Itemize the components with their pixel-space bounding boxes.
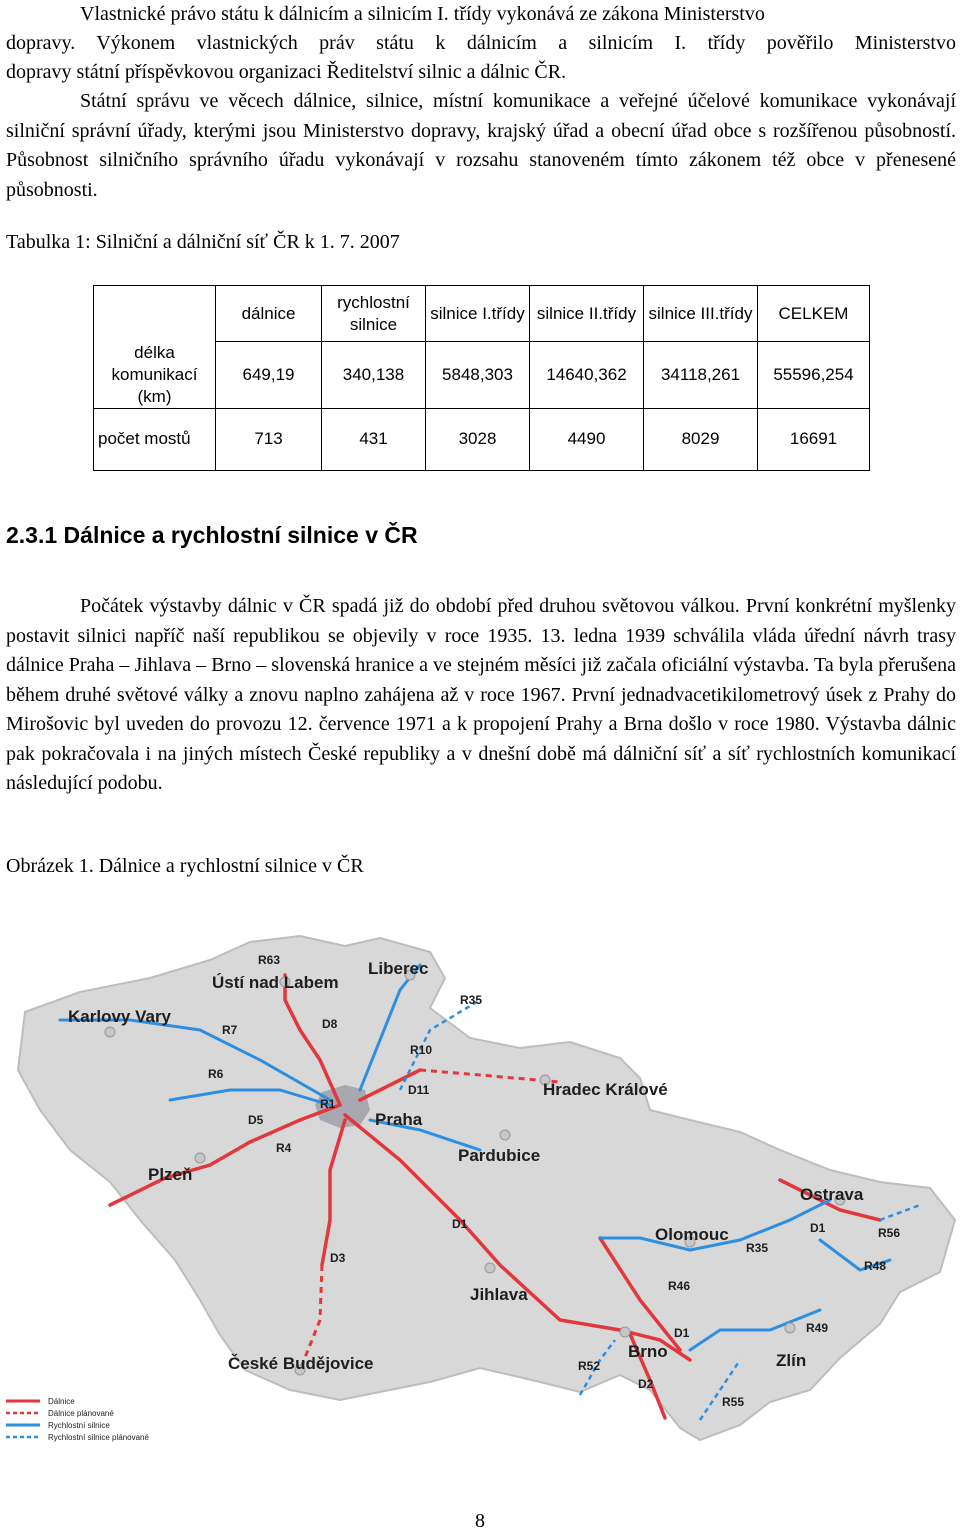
table-cell: 55596,254: [758, 342, 870, 409]
road-label: R49: [806, 1321, 829, 1335]
city-dot: [500, 1130, 510, 1140]
legend-label: Rychlostní silnice: [48, 1421, 110, 1430]
road-label: R35: [460, 993, 483, 1007]
city-label: Ostrava: [800, 1185, 864, 1204]
city-dot: [485, 1263, 495, 1273]
road-label: R10: [410, 1043, 433, 1057]
city-label: České Budějovice: [228, 1354, 374, 1373]
table-cell: 713: [216, 408, 322, 470]
road-network-table: [93, 285, 870, 471]
admin-paragraph-text: Státní správu ve věcech dálnice, silnice, místní komunikace a veřejné účelové komunikace vykonávají silniční správní úřady, kterými jsou Ministerstvo dopravy, krajský úřad a obecní úřad obce s rozšířenou působností. Působnost silničního správního úřadu vykonávají v rozsahu stanoveném tímto zákonem též obce v přenesené působnosti.: [6, 90, 956, 201]
history-paragraph-text: Počátek výstavby dálnic v ČR spadá již do období před druhou světovou válkou. První konkrétní myšlenky postavit silnici napříč naší republikou se objevily v roce 1935. 13. ledna 1939 schválila vláda úřední návrh trasy dálnice Praha – Jihlava – Brno – slovenská hranice a ve stejném měsíci již začala oficiální výstavba. Ta byla přerušena během druhé světové války a znovu naplno zahájena až v roce 1967. První jednadvacetikilometrový úsek z Prahy do Mirošovic byl uveden do provozu 12. července 1971 a k propojení Prahy a Brna došlo v roce 1980. Výstavba dálnic pak pokračovala i na jiných místech České republiky a v dnešní době má dálniční síť a síť rychlostních komunikací následující podobu.: [6, 595, 956, 794]
col-header: silnice III.třídy: [644, 286, 758, 342]
city-label: Karlovy Vary: [68, 1007, 172, 1026]
table-cell: 14640,362: [530, 342, 644, 409]
road-label: R52: [578, 1359, 601, 1373]
table-cell: 4490: [530, 408, 644, 470]
city-label: Olomouc: [655, 1225, 729, 1244]
city-label: Ústí nad Labem: [212, 973, 339, 992]
road-label: R56: [878, 1226, 901, 1240]
col-header: rychlostní silnice: [322, 286, 426, 342]
intro-line-3: dopravy státní příspěvkovou organizaci Ředitelství silnic a dálnic ČR.: [6, 61, 567, 83]
page-number: 8: [475, 1510, 485, 1532]
table-cell: 8029: [644, 408, 758, 470]
city-dot: [785, 1323, 795, 1333]
city-label: Zlín: [776, 1351, 807, 1370]
city-dot: [105, 1027, 115, 1037]
road-label: R46: [668, 1279, 691, 1293]
city-label: Pardubice: [458, 1146, 541, 1165]
intro-line-2: dopravy. Výkonem vlastnických práv státu k dálnicím a silnicím I. třídy pověřilo Ministerstvo: [6, 32, 956, 54]
road-map: [0, 920, 960, 1460]
section-heading: 2.3.1 Dálnice a rychlostní silnice v ČR: [6, 522, 418, 548]
city-label: Plzeň: [148, 1165, 193, 1184]
road-label: R6: [208, 1067, 224, 1081]
table-cell: 431: [322, 408, 426, 470]
admin-paragraph: [6, 87, 956, 205]
city-label: Hradec Králové: [543, 1080, 668, 1099]
road-label: D1: [452, 1217, 468, 1231]
city-label: Brno: [628, 1342, 668, 1361]
city-label: Liberec: [368, 959, 429, 978]
road-label: D1: [810, 1221, 826, 1235]
road-label: R4: [276, 1141, 292, 1155]
road-label: R35: [746, 1241, 769, 1255]
legend-label: Dálnice plánované: [48, 1409, 114, 1418]
road-label: D3: [330, 1251, 346, 1265]
col-header: dálnice: [216, 286, 322, 342]
road-label: R63: [258, 953, 281, 967]
col-header: silnice II.třídy: [530, 286, 644, 342]
road-label: R1: [320, 1097, 336, 1111]
city-dot: [195, 1153, 205, 1163]
table-cell: 34118,261: [644, 342, 758, 409]
road-label: D2: [638, 1377, 654, 1391]
city-label: Jihlava: [470, 1285, 528, 1304]
history-paragraph: [6, 592, 956, 799]
road-label: R48: [864, 1259, 887, 1273]
figure-caption: Obrázek 1. Dálnice a rychlostní silnice v ČR: [6, 855, 364, 877]
road-label: R7: [222, 1023, 238, 1037]
road-label: D5: [248, 1113, 264, 1127]
city-label: Praha: [375, 1110, 423, 1129]
row-label: délka komunikací (km): [94, 342, 216, 409]
road-label: R55: [722, 1395, 745, 1409]
table-cell: 3028: [426, 408, 530, 470]
road-label: D1: [674, 1326, 690, 1340]
row-label: počet mostů: [94, 408, 216, 470]
intro-line-1: Vlastnické právo státu k dálnicím a silnicím I. třídy vykonává ze zákona Ministerstvo: [80, 3, 765, 25]
map-legend: [6, 1397, 149, 1442]
road-label: D11: [408, 1083, 430, 1097]
table-cell: 5848,303: [426, 342, 530, 409]
col-header: CELKEM: [758, 286, 870, 342]
legend-label: Rychlostní silnice plánované: [48, 1433, 149, 1442]
table-caption: Tabulka 1: Silniční a dálniční síť ČR k 1. 7. 2007: [6, 231, 400, 253]
table-corner: [94, 286, 216, 342]
city-dot: [620, 1327, 630, 1337]
table-cell: 649,19: [216, 342, 322, 409]
table-cell: 340,138: [322, 342, 426, 409]
col-header: silnice I.třídy: [426, 286, 530, 342]
table-cell: 16691: [758, 408, 870, 470]
legend-label: Dálnice: [48, 1397, 75, 1406]
road-label: D8: [322, 1017, 338, 1031]
